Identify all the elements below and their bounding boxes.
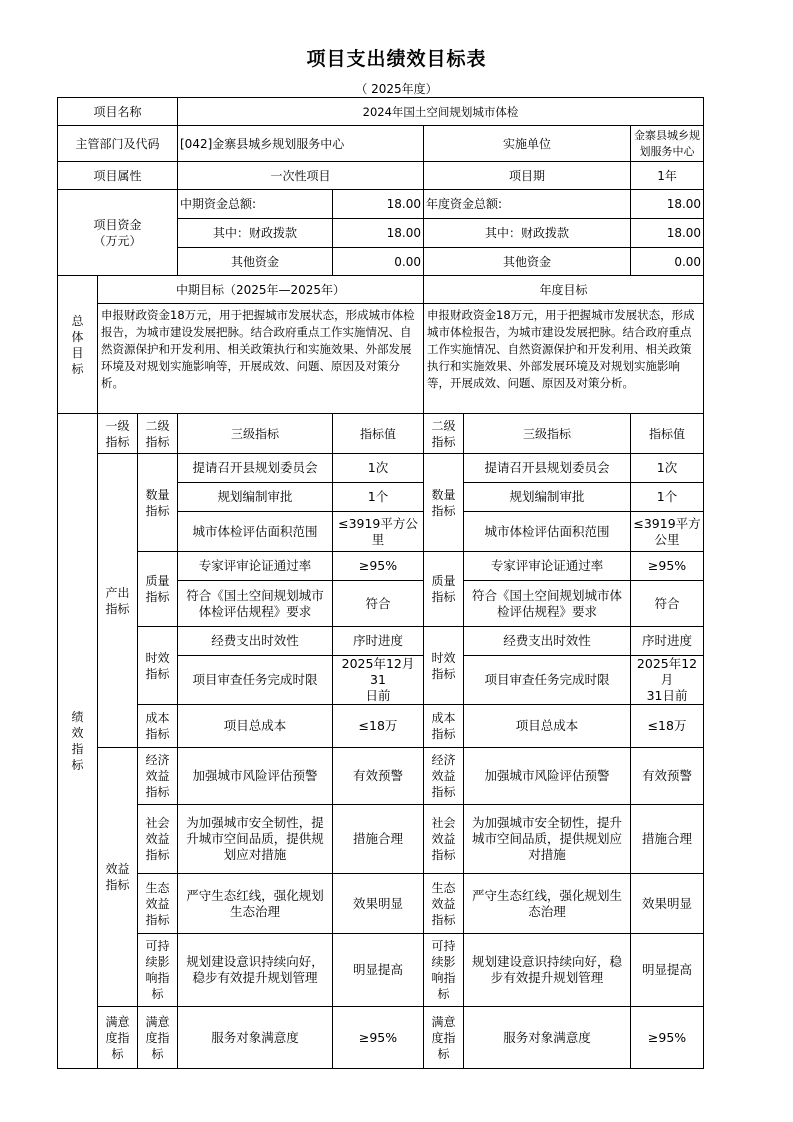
indicator-lv: ≤18万 xyxy=(333,705,424,748)
year-other-value: 0.00 xyxy=(631,248,704,276)
ecological-label: 生态 效益 指标 xyxy=(138,874,178,934)
year-total-label: 年度资金总额: xyxy=(424,190,631,219)
indicator-lv: ≥95% xyxy=(333,1007,424,1069)
project-name: 2024年国土空间规划城市体检 xyxy=(178,98,704,126)
indicator-l: 为加强城市安全韧性，提 升城市空间品质，提供规 划应对措施 xyxy=(178,805,333,874)
indicator-l: 规划编制审批 xyxy=(178,483,333,512)
year-other-label: 其他资金 xyxy=(424,248,631,276)
dept-label: 主管部门及代码 xyxy=(58,126,178,162)
indicator-rv: 序时进度 xyxy=(631,627,704,656)
indicator-r: 项目审查任务完成时限 xyxy=(464,656,631,705)
benefit-label: 效益 指标 xyxy=(98,748,138,1007)
indicator-l: 项目审查任务完成时限 xyxy=(178,656,333,705)
indicator-rv: 1次 xyxy=(631,454,704,483)
quantity-label: 数量 指标 xyxy=(138,454,178,552)
dept-value: [042]金寨县城乡规划服务中心 xyxy=(178,126,424,162)
sustainable-label-right: 可持 续影 响指 标 xyxy=(424,934,464,1007)
indicator-lv: ≤3919平方公 里 xyxy=(333,512,424,552)
indicator-r: 为加强城市安全韧性，提升 城市空间品质，提供规划应 对措施 xyxy=(464,805,631,874)
overall-target-label: 总 体 目 标 xyxy=(58,276,98,414)
indicator-l: 规划建设意识持续向好， 稳步有效提升规划管理 xyxy=(178,934,333,1007)
social-label-right: 社会 效益 指标 xyxy=(424,805,464,874)
period-label: 项目期 xyxy=(424,162,631,190)
indicator-rv: 符合 xyxy=(631,581,704,627)
economic-label-right: 经济 效益 指标 xyxy=(424,748,464,805)
indicator-lv: ≥95% xyxy=(333,552,424,581)
indicator-rv: ≤3919平方 公里 xyxy=(631,512,704,552)
indicator-r: 专家评审论证通过率 xyxy=(464,552,631,581)
indicator-r: 项目总成本 xyxy=(464,705,631,748)
output-label: 产出 指标 xyxy=(98,454,138,748)
lvl1-header: 一级 指标 xyxy=(98,414,138,454)
perf-label: 绩 效 指 标 xyxy=(58,414,98,1069)
fiscal-year: （ 2025年度） xyxy=(355,82,438,96)
mid-target-header: 中期目标（2025年—2025年） xyxy=(98,276,424,304)
indicator-l: 服务对象满意度 xyxy=(178,1007,333,1069)
indicator-lv: 2025年12月31 日前 xyxy=(333,656,424,705)
lvl2-header-right: 二级 指标 xyxy=(424,414,464,454)
annual-target-header: 年度目标 xyxy=(424,276,704,304)
lvl3-header: 三级指标 xyxy=(178,414,333,454)
indicator-lv: 效果明显 xyxy=(333,874,424,934)
indicator-r: 规划编制审批 xyxy=(464,483,631,512)
social-label: 社会 效益 指标 xyxy=(138,805,178,874)
indicator-lv: 明显提高 xyxy=(333,934,424,1007)
indicator-rv: 2025年12月 31日前 xyxy=(631,656,704,705)
quantity-label-right: 数量 指标 xyxy=(424,454,464,552)
indicator-l: 城市体检评估面积范围 xyxy=(178,512,333,552)
cost-label: 成本 指标 xyxy=(138,705,178,748)
indicator-rv: ≥95% xyxy=(631,1007,704,1069)
page-title: 项目支出绩效目标表 xyxy=(306,48,487,70)
indicator-lv: 符合 xyxy=(333,581,424,627)
indicator-r: 符合《国土空间规划城市体 检评估规程》要求 xyxy=(464,581,631,627)
indicator-r: 提请召开县规划委员会 xyxy=(464,454,631,483)
indicator-r: 严守生态红线，强化规划生 态治理 xyxy=(464,874,631,934)
mid-total-label: 中期资金总额: xyxy=(178,190,333,219)
lvl3-header-right: 三级指标 xyxy=(464,414,631,454)
timeliness-label: 时效 指标 xyxy=(138,627,178,705)
indicator-l: 提请召开县规划委员会 xyxy=(178,454,333,483)
indicator-r: 规划建设意识持续向好，稳 步有效提升规划管理 xyxy=(464,934,631,1007)
sustainable-label: 可持 续影 响指 标 xyxy=(138,934,178,1007)
cost-label-right: 成本 指标 xyxy=(424,705,464,748)
performance-table xyxy=(57,97,704,1069)
indicator-l: 符合《国土空间规划城市 体检评估规程》要求 xyxy=(178,581,333,627)
project-name-label: 项目名称 xyxy=(58,98,178,126)
quality-label-right: 质量 指标 xyxy=(424,552,464,627)
year-fiscal-label: 其中：财政拨款 xyxy=(424,219,631,248)
indicator-r: 城市体检评估面积范围 xyxy=(464,512,631,552)
funds-label: 项目资金 （万元） xyxy=(58,190,178,276)
indicator-l: 项目总成本 xyxy=(178,705,333,748)
indicator-r: 服务对象满意度 xyxy=(464,1007,631,1069)
mid-other-value: 0.00 xyxy=(333,248,424,276)
attr-value: 一次性项目 xyxy=(178,162,424,190)
indicator-rv: ≥95% xyxy=(631,552,704,581)
lvl2-header: 二级 指标 xyxy=(138,414,178,454)
period-value: 1年 xyxy=(631,162,704,190)
indicator-rv: 有效预警 xyxy=(631,748,704,805)
economic-label: 经济 效益 指标 xyxy=(138,748,178,805)
year-fiscal-value: 18.00 xyxy=(631,219,704,248)
value-header: 指标值 xyxy=(333,414,424,454)
attr-label: 项目属性 xyxy=(58,162,178,190)
mid-total-value: 18.00 xyxy=(333,190,424,219)
indicator-rv: ≤18万 xyxy=(631,705,704,748)
indicator-rv: 效果明显 xyxy=(631,874,704,934)
mid-other-label: 其他资金 xyxy=(178,248,333,276)
indicator-l: 加强城市风险评估预警 xyxy=(178,748,333,805)
quality-label: 质量 指标 xyxy=(138,552,178,627)
indicator-rv: 1个 xyxy=(631,483,704,512)
indicator-r: 加强城市风险评估预警 xyxy=(464,748,631,805)
indicator-lv: 序时进度 xyxy=(333,627,424,656)
impl-unit-value: 金寨县城乡规划服务中心 xyxy=(631,126,704,162)
indicator-lv: 有效预警 xyxy=(333,748,424,805)
indicator-lv: 1次 xyxy=(333,454,424,483)
annual-target-text: 申报财政资金18万元，用于把握城市发展状态，形成城市体检报告，为城市建设发展把脉。结合政府重点工作实施情况、自然资源保护和开发利用、相关政策执行和实施效果、外部发展环境及对规划实施影响等，开展成效、问题、原因及对策分析。 xyxy=(424,304,704,414)
ecological-label-right: 生态 效益 指标 xyxy=(424,874,464,934)
value-header-right: 指标值 xyxy=(631,414,704,454)
mid-fiscal-label: 其中：财政拨款 xyxy=(178,219,333,248)
indicator-rv: 明显提高 xyxy=(631,934,704,1007)
impl-unit-label: 实施单位 xyxy=(424,126,631,162)
year-total-value: 18.00 xyxy=(631,190,704,219)
indicator-l: 经费支出时效性 xyxy=(178,627,333,656)
satisfaction-label: 满意 度指 标 xyxy=(98,1007,138,1069)
indicator-l: 严守生态红线，强化规划 生态治理 xyxy=(178,874,333,934)
mid-fiscal-value: 18.00 xyxy=(333,219,424,248)
indicator-lv: 1个 xyxy=(333,483,424,512)
timeliness-label-right: 时效 指标 xyxy=(424,627,464,705)
mid-target-text: 申报财政资金18万元，用于把握城市发展状态，形成城市体检报告，为城市建设发展把脉。结合政府重点工作实施情况、自然资源保护和开发利用、相关政策执行和实施效果、外部发展环境及对规划实施影响等，开展成效、问题、原因及对策分析。 xyxy=(98,304,424,414)
indicator-l: 专家评审论证通过率 xyxy=(178,552,333,581)
satisfaction-group-label: 满意 度指 标 xyxy=(138,1007,178,1069)
indicator-lv: 措施合理 xyxy=(333,805,424,874)
indicator-rv: 措施合理 xyxy=(631,805,704,874)
satisfaction-group-label-right: 满意 度指 标 xyxy=(424,1007,464,1069)
indicator-r: 经费支出时效性 xyxy=(464,627,631,656)
